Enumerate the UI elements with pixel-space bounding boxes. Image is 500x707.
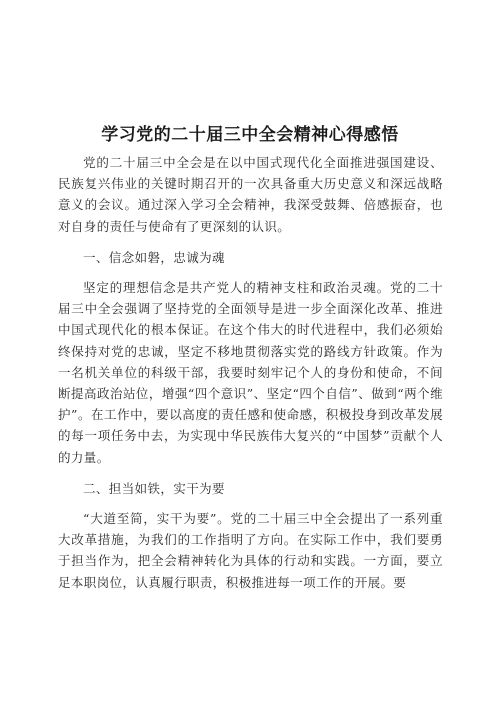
intro-paragraph: 党的二十届三中全会是在以中国式现代化全面推进强国建设、民族复兴伟业的关键时期召开的一次具备重大历史意义和深远战略意义的会议。通过深入学习全会精神，我深受鼓舞、倍感振奋，也对自身的责任与使命有了更深刻的认识。 xyxy=(58,155,443,234)
section-1-paragraph: 坚定的理想信念是共产党人的精神支柱和政治灵魂。党的二十届三中全会强调了坚持党的全面领导是进一步全面深化改革、推进中国式现代化的根本保证。在这个伟大的时代进程中，我们必须始终保持对党的忠诚，坚定不移地贯彻落实党的路线方针政策。作为一名机关单位的科级干部，我要时刻牢记个人的身份和使命，不间断提高政治站位，增强“四个意识”、坚定“四个自信”、做到“两个维护”。在工作中，要以高度的责任感和使命感，积极投身到改革发展的每一项任务中去，为实现中华民族伟大复兴的“中国梦”贡献个人的力量。 xyxy=(58,280,443,465)
section-heading-1: 一、信念如磐，忠诚为魂 xyxy=(83,249,225,265)
document-title: 学习党的二十届三中全会精神心得感悟 xyxy=(101,125,399,145)
section-heading-2: 二、担当如铁，实干为要 xyxy=(83,480,225,496)
document-body xyxy=(58,152,443,603)
section-2-paragraph: “大道至简，实干为要”。党的二十届三中全会提出了一系列重大改革措施，为我们的工作指明了方向。在实际工作中，我们要勇于担当作为，把全会精神转化为具体的行动和实践。一方面，要立足本职岗位，认真履行职责，积极推进每一项工作的开展。要 xyxy=(58,511,443,590)
